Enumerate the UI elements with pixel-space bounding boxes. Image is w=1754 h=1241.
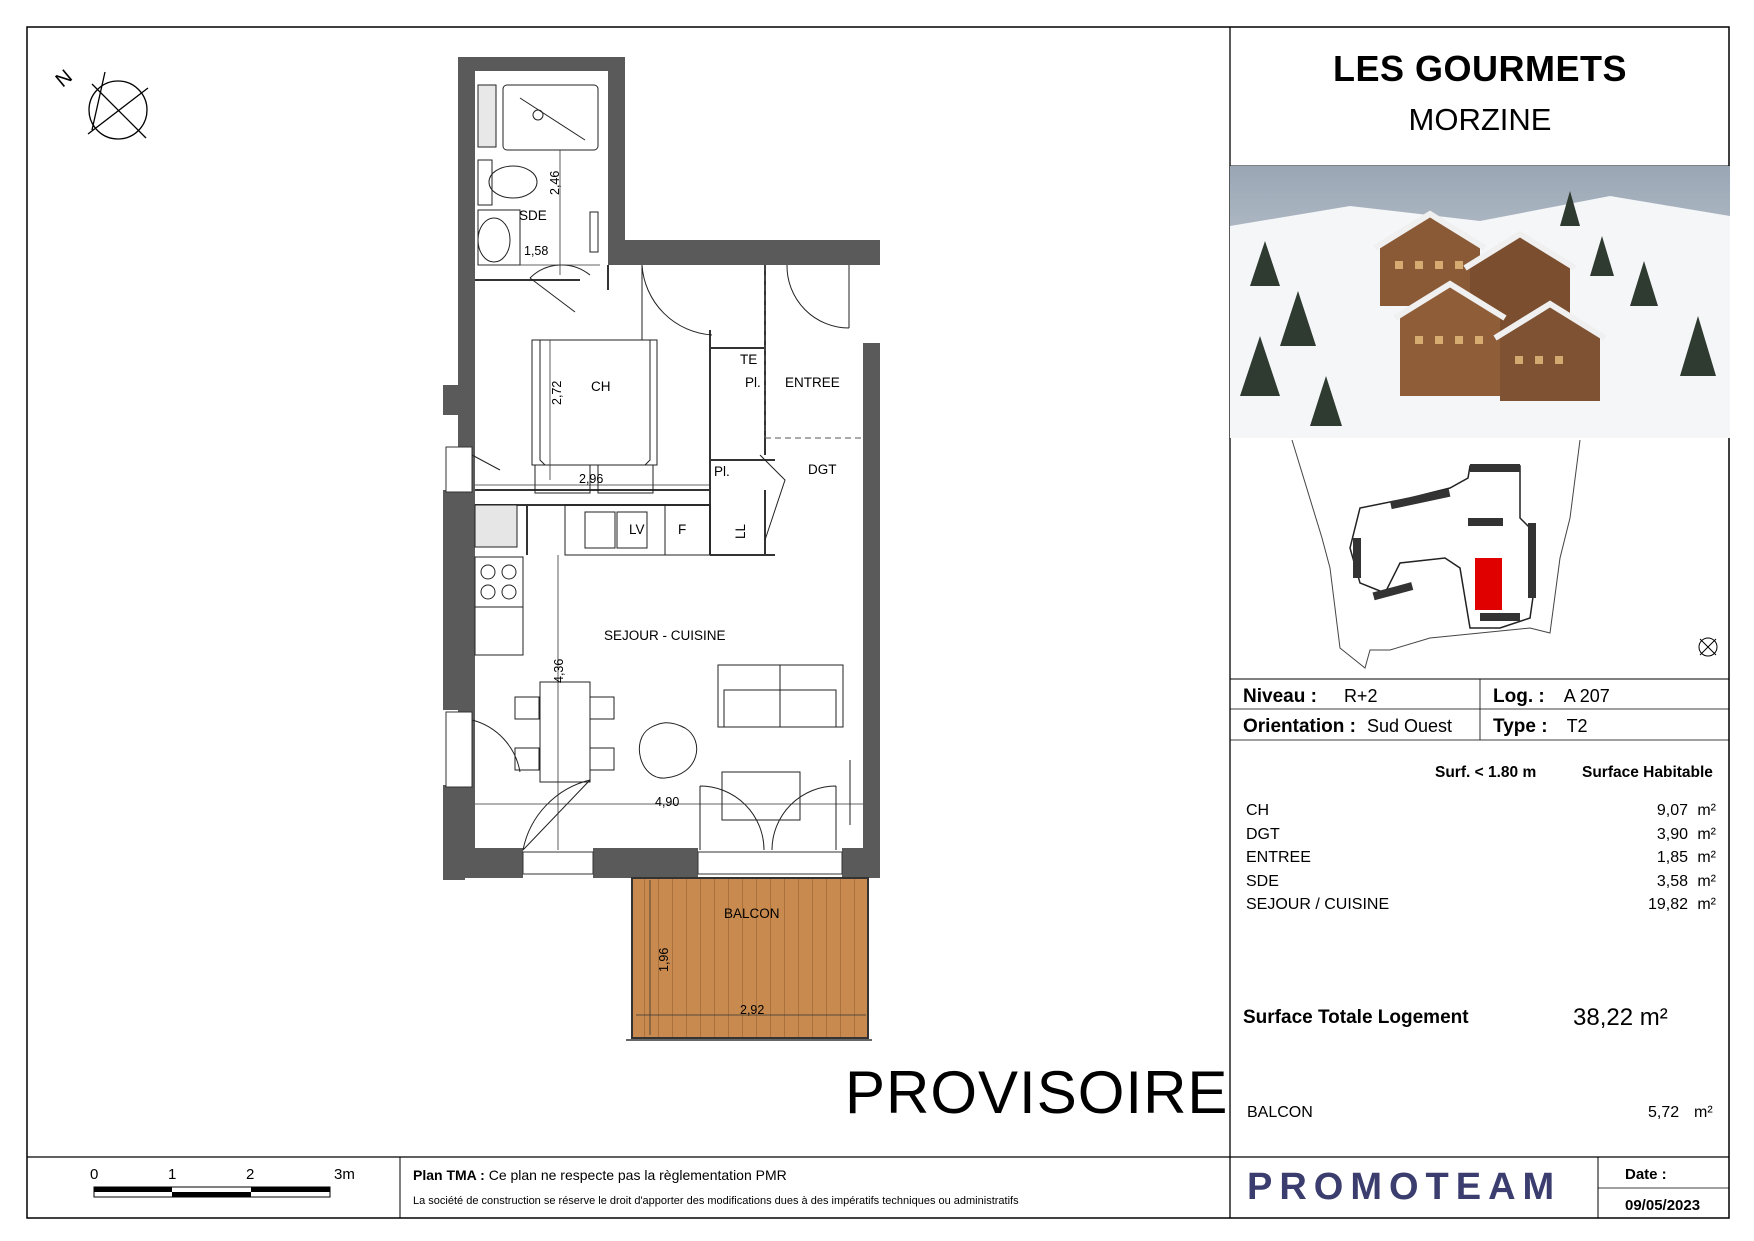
room-label-pl-dgt: Pl.	[714, 464, 730, 479]
total-surface-label: Surface Totale Logement	[1243, 1007, 1469, 1028]
balcon-surface-value: 5,72	[1648, 1104, 1680, 1121]
table-row: SEJOUR / CUISINE 19,82 m²	[1246, 896, 1716, 913]
project-city: MORZINE	[1408, 102, 1552, 137]
room-label-sde: SDE	[519, 208, 547, 223]
surface-table	[1246, 802, 1716, 920]
promoteam-logo: PROMOTEAM	[1247, 1166, 1562, 1208]
log-row	[1493, 686, 1610, 708]
room-label-lv: LV	[629, 522, 645, 537]
niveau-value: R+2	[1343, 686, 1378, 706]
type-row	[1493, 716, 1588, 738]
scale-tick-1: 1	[168, 1166, 177, 1183]
log-label: Log. :	[1493, 686, 1545, 707]
provisional-stamp: PROVISOIRE	[845, 1059, 1229, 1126]
dim-sde-height: 2,46	[548, 170, 562, 195]
room-label-f: F	[678, 522, 687, 537]
date-label: Date :	[1625, 1166, 1667, 1183]
table-row: DGT 3,90 m²	[1246, 825, 1716, 843]
compass-letter: N	[51, 65, 77, 92]
orientation-value: Sud Ouest	[1366, 716, 1453, 736]
dim-balcon-width: 2,92	[740, 1003, 765, 1017]
room-label-ll: LL	[733, 523, 749, 540]
niveau-label: Niveau :	[1243, 686, 1317, 707]
type-label: Type :	[1493, 716, 1548, 737]
orientation-label: Orientation :	[1243, 716, 1356, 737]
scale-tick-0: 0	[90, 1166, 99, 1183]
plan-note-title: Plan TMA : Ce plan ne respecte pas la règlementation PMR	[413, 1167, 787, 1183]
col-low-height: Surf. < 1.80 m	[1435, 764, 1537, 781]
niveau-row	[1243, 686, 1377, 708]
type-value: T2	[1566, 716, 1588, 736]
table-row: CH 9,07 m²	[1246, 802, 1716, 819]
dim-sejour-height: 4,36	[552, 658, 566, 683]
total-surface-value: 38,22 m²	[1573, 1004, 1668, 1031]
dim-balcon-height: 1,96	[657, 947, 671, 972]
project-title: LES GOURMETS	[1332, 48, 1628, 89]
dim-sejour-width: 4,90	[655, 795, 680, 809]
col-habitable: Surface Habitable	[1582, 764, 1713, 781]
building-rendering	[1230, 166, 1730, 438]
log-value: A 207	[1563, 686, 1610, 706]
room-label-pl-entree: Pl.	[745, 375, 761, 390]
table-row: ENTREE 1,85 m²	[1246, 849, 1716, 866]
room-label-balcon: BALCON	[724, 906, 780, 921]
dim-ch-width: 2,96	[579, 472, 604, 486]
balcon-surface-label: BALCON	[1247, 1104, 1313, 1121]
room-label-entree: ENTREE	[785, 375, 840, 390]
room-label-sejour: SEJOUR - CUISINE	[604, 628, 726, 643]
room-label-ch: CH	[591, 379, 611, 394]
date-value: 09/05/2023	[1625, 1197, 1701, 1214]
table-row: SDE 3,58 m²	[1246, 872, 1716, 890]
balcon-surface-unit: m²	[1694, 1104, 1713, 1121]
dim-sde-width: 1,58	[524, 244, 549, 258]
scale-bar	[90, 1183, 335, 1203]
plan-note-subtitle: La société de construction se réserve le droit d'apporter des modifications dues à des impératifs techniques ou administratifs	[413, 1195, 1019, 1207]
room-label-te: TE	[740, 352, 758, 367]
orientation-row	[1243, 716, 1452, 738]
scale-tick-3: 3m	[334, 1166, 355, 1183]
room-label-dgt: DGT	[808, 462, 837, 477]
project-header	[1230, 28, 1730, 166]
dim-ch-height: 2,72	[550, 380, 564, 405]
unit-highlight	[1475, 558, 1502, 610]
site-mass-plan	[1230, 438, 1730, 679]
compass-small-icon	[1699, 638, 1717, 656]
scale-tick-2: 2	[246, 1166, 255, 1183]
